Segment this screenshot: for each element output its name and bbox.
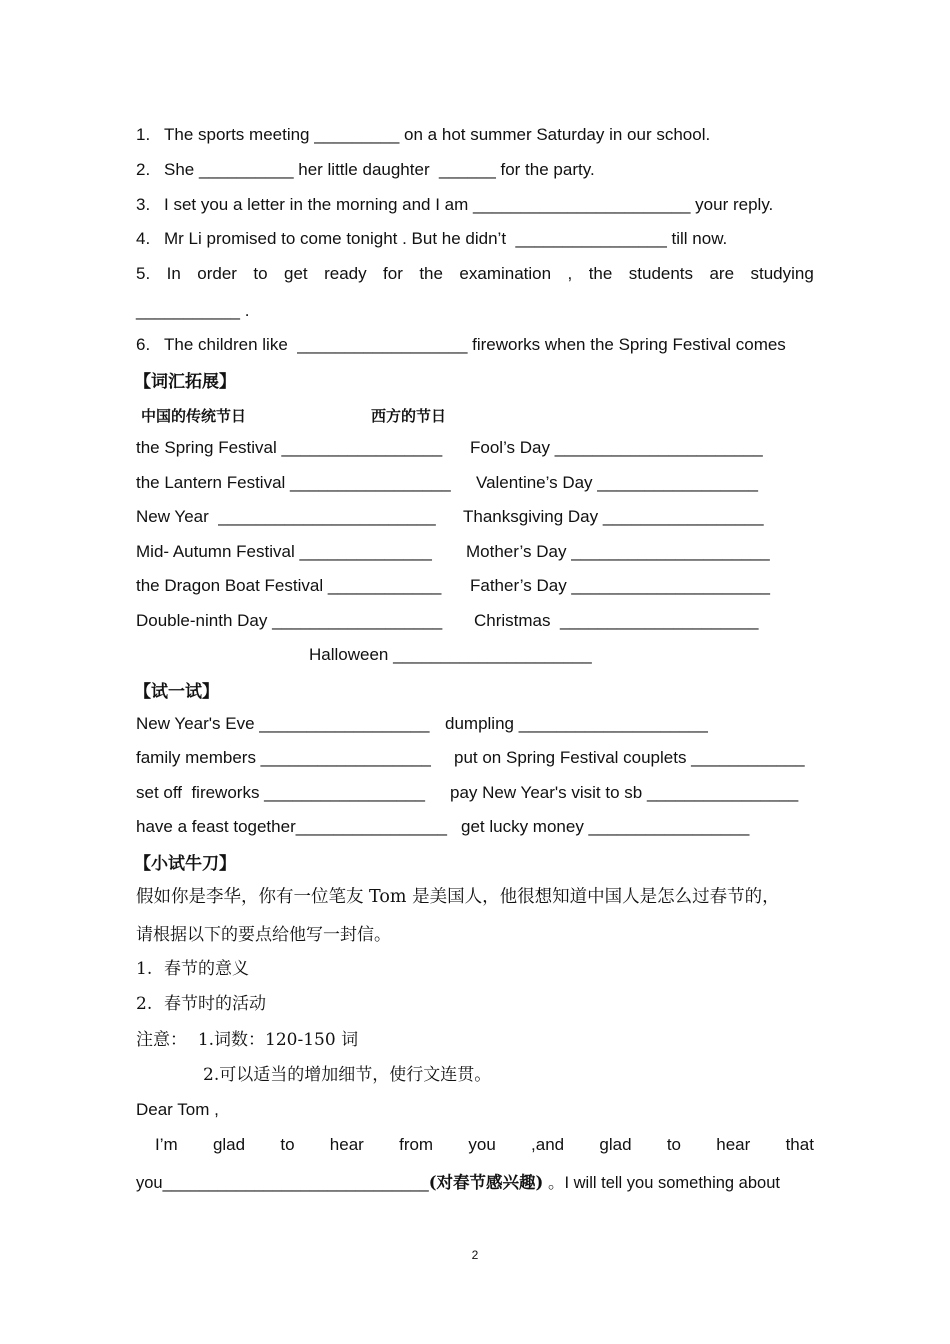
- writing-heading: 【小试牛刀】: [134, 854, 236, 873]
- try-row-left: family members __________________: [136, 748, 431, 767]
- exercise-2: 2. She __________ her little daughter ______ for the party.: [136, 160, 595, 179]
- writing-prompt-line2: 请根据以下的要点给他写一封信。: [136, 925, 391, 945]
- vocab-row-left: the Dragon Boat Festival ____________: [136, 576, 442, 595]
- exercise-5-continued: ___________ .: [136, 301, 250, 320]
- vocab-heading: 【词汇拓展】: [134, 372, 236, 391]
- writing-point-1: 1. 春节的意义: [136, 959, 249, 979]
- try-row-right: put on Spring Festival couplets ____________: [454, 748, 805, 767]
- vocab-row-left: the Lantern Festival _________________: [136, 473, 451, 492]
- exercise-5: 5. In order to get ready for the examination , the students are studying: [136, 264, 814, 283]
- vocab-row-right: Christmas _____________________: [474, 611, 759, 630]
- exercise-6: 6. The children like __________________ fireworks when the Spring Festival comes: [136, 335, 786, 354]
- vocab-row-right: Fool’s Day ______________________: [470, 438, 763, 457]
- vocab-row-left: New Year _______________________: [136, 507, 436, 526]
- writing-note-2: 2.可以适当的增加细节，使行文连贯。: [203, 1065, 492, 1085]
- page-number: 2: [471, 1248, 479, 1262]
- vocab-halloween: Halloween _____________________: [309, 645, 592, 664]
- vocab-row-right: Father’s Day _____________________: [470, 576, 770, 595]
- try-row-left: New Year's Eve __________________: [136, 714, 430, 733]
- exercise-3: 3. I set you a letter in the morning and I am _______________________ your reply.: [136, 195, 774, 214]
- try-row-left: set off fireworks _________________: [136, 783, 425, 802]
- letter-salutation: Dear Tom ,: [136, 1100, 219, 1119]
- vocab-row-right: Mother’s Day _____________________: [466, 542, 770, 561]
- writing-point-2: 2. 春节时的活动: [136, 994, 266, 1014]
- try-heading: 【试一试】: [134, 682, 219, 701]
- vocab-row-right: Valentine’s Day _________________: [476, 473, 759, 492]
- try-row-right: get lucky money _________________: [461, 817, 750, 836]
- try-row-left: have a feast together________________: [136, 817, 447, 836]
- try-row-right: pay New Year's visit to sb ________________: [450, 783, 799, 802]
- exercise-1: 1. The sports meeting _________ on a hot summer Saturday in our school.: [136, 125, 711, 144]
- vocab-row-left: Mid- Autumn Festival ______________: [136, 542, 432, 561]
- exercise-4: 4. Mr Li promised to come tonight . But he didn’t ________________ till now.: [136, 229, 728, 248]
- vocab-row-left: Double-ninth Day __________________: [136, 611, 443, 630]
- writing-prompt-line1: 假如你是李华，你有一位笔友 Tom 是美国人，他很想知道中国人是怎么过春节的，: [136, 887, 780, 907]
- vocab-col1-title: 中国的传统节日: [141, 408, 247, 425]
- letter-body-line-2: you_____________________________(对春节感兴趣) 。I will tell you something about: [136, 1173, 780, 1192]
- vocab-col2-title: 西方的节日: [371, 408, 447, 425]
- try-row-right: dumpling ____________________: [445, 714, 708, 733]
- vocab-row-right: Thanksgiving Day _________________: [463, 507, 764, 526]
- writing-note-1: 注意： 1.词数：120-150 词: [136, 1030, 359, 1050]
- letter-body-line: I’m glad to hear from you ,and glad to hear that: [155, 1135, 814, 1154]
- vocab-row-left: the Spring Festival _________________: [136, 438, 443, 457]
